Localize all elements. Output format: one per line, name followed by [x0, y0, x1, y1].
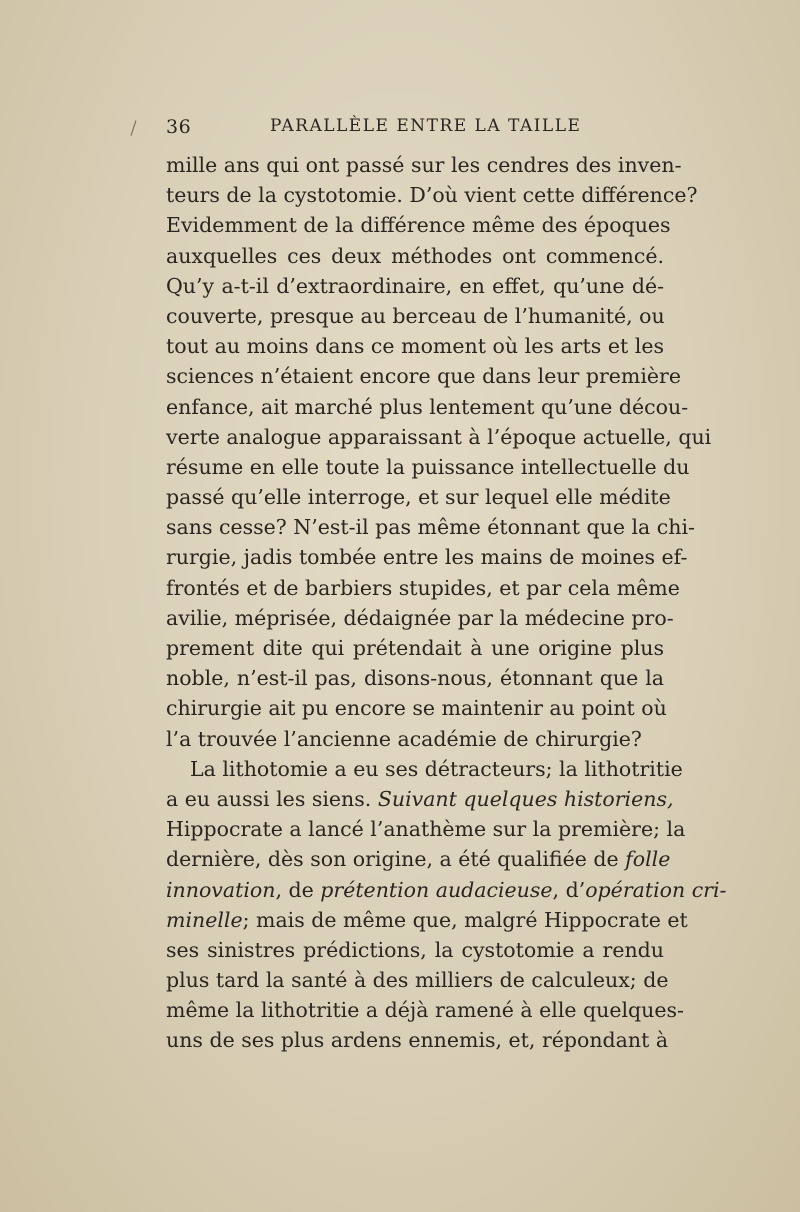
body-text — [166, 150, 727, 1056]
text-line — [166, 784, 674, 814]
text-line: tout au moins dans ce moment où les arts et les — [166, 334, 664, 359]
text-line: rurgie, jadis tombée entre les mains de moines ef- — [166, 545, 688, 570]
text-line: passé qu’elle interroge, et sur lequel elle médite — [166, 485, 671, 510]
margin-mark — [131, 120, 137, 136]
page-number: 36 — [166, 116, 192, 138]
text-line: résume en elle toute la puissance intellectuelle du — [166, 454, 690, 479]
paragraph-end-line: l’a trouvée l’ancienne académie de chirurgie? — [166, 726, 642, 751]
text-line: verte analogue apparaissant à l’époque actuelle, qui — [166, 424, 712, 449]
text-line: même la lithotritie a déjà ramené à elle quelques- — [166, 998, 684, 1023]
text-run: ; mais de même que, malgré Hippocrate et — [242, 907, 688, 932]
text-line: Evidemment de la différence même des époques — [166, 213, 671, 238]
text-line: uns de ses plus ardens ennemis, et, répondant à — [166, 1028, 669, 1053]
text-run: a eu aussi les siens. — [166, 786, 378, 811]
italic-run: Suivant quelques historiens, — [377, 786, 674, 811]
text-line: sans cesse? N’est-il pas même étonnant que la chi- — [166, 515, 695, 540]
text-line: sciences n’étaient encore que dans leur première — [166, 364, 681, 389]
page-header — [166, 116, 666, 146]
text-run: , d’ — [552, 877, 586, 902]
text-line — [166, 844, 671, 874]
text-line: Hippocrate a lancé l’anathème sur la première; la — [166, 817, 686, 842]
text-line: auxquelles ces deux méthodes ont commencé. — [166, 243, 664, 268]
paragraph-start-line: La lithotomie a eu ses détracteurs; la lithotritie — [190, 756, 683, 781]
text-line: avilie, méprisée, dédaignée par la médecine pro- — [166, 605, 674, 630]
text-line — [166, 905, 688, 935]
text-line: teurs de la cystotomie. D’où vient cette différence? — [166, 183, 698, 208]
text-line — [166, 875, 727, 905]
text-line: frontés et de barbiers stupides, et par cela même — [166, 575, 680, 600]
italic-run: minelle — [166, 907, 243, 932]
italic-run: folle — [625, 847, 671, 872]
text-run: dernière, dès son origine, a été qualifiée de — [166, 847, 626, 872]
text-run: , de — [275, 877, 321, 902]
text-line: Qu’y a-t-il d’extraordinaire, en effet, qu’une dé- — [166, 273, 664, 298]
text-line: plus tard la santé à des milliers de calculeux; de — [166, 968, 669, 993]
italic-run: opération cri- — [585, 877, 727, 902]
text-line: mille ans qui ont passé sur les cendres des inven- — [166, 153, 682, 177]
text-line: noble, n’est-il pas, disons-nous, étonnant que la — [166, 666, 664, 691]
text-line: couverte, presque au berceau de l’humanité, ou — [166, 303, 665, 328]
text-line: prement dite qui prétendait à une origine plus — [166, 636, 664, 660]
text-line: enfance, ait marché plus lentement qu’une décou- — [166, 394, 689, 419]
text-line: chirurgie ait pu encore se maintenir au point où — [166, 696, 667, 721]
running-title: PARALLÈLE ENTRE LA TAILLE — [270, 116, 582, 136]
text-line: ses sinistres prédictions, la cystotomie a rendu — [166, 937, 664, 962]
italic-run: innovation — [166, 877, 276, 902]
italic-run: prétention audacieuse — [320, 877, 553, 902]
